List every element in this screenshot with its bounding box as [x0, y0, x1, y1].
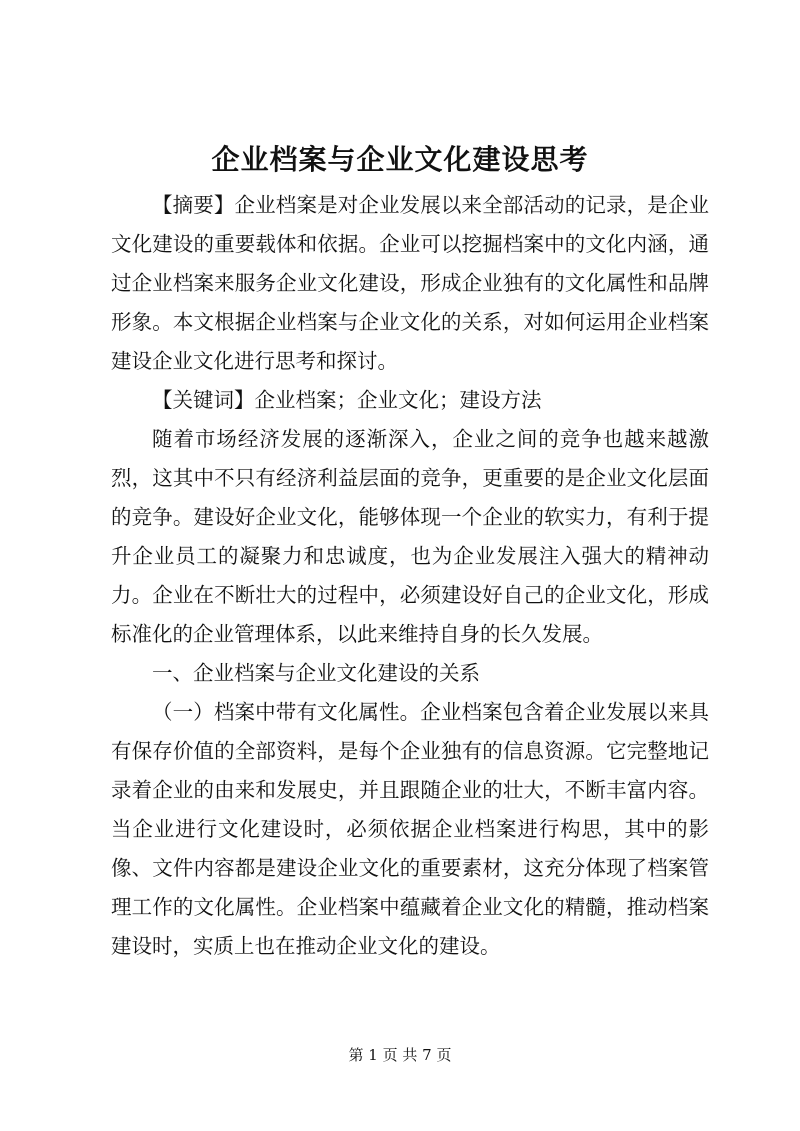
intro-paragraph: 随着市场经济发展的逐渐深入，企业之间的竞争也越来越激烈，这其中不只有经济利益层面的竞争，更重要的是企业文化层面的竞争。建设好企业文化，能够体现一个企业的软实力，有利于提升企业员工的凝聚力和忠诚度，也为企业发展注入强大的精神动力。企业在不断壮大的过程中，必须建设好自己的企业文化，形成标准化的企业管理体系，以此来维持自身的长久发展。	[111, 427, 709, 646]
keywords-paragraph: 【关键词】企业档案；企业文化；建设方法	[152, 388, 542, 412]
page-footer: 第 1 页 共 7 页	[348, 1046, 452, 1064]
document-body	[111, 186, 709, 966]
section-heading: 一、企业档案与企业文化建设的关系	[152, 661, 480, 685]
abstract-paragraph: 【摘要】企业档案是对企业发展以来全部活动的记录，是企业文化建设的重要载体和依据。企业可以挖掘档案中的文化内涵，通过企业档案来服务企业文化建设，形成企业独有的文化属性和品牌形象。本文根据企业档案与企业文化的关系，对如何运用企业档案建设企业文化进行思考和探讨。	[111, 193, 709, 373]
subsection-paragraph: （一）档案中带有文化属性。企业档案包含着企业发展以来具有保存价值的全部资料，是每个企业独有的信息资源。它完整地记录着企业的由来和发展史，并且跟随企业的壮大，不断丰富内容。当企业进行文化建设时，必须依据企业档案进行构思，其中的影像、文件内容都是建设企业文化的重要素材，这充分体现了档案管理工作的文化属性。企业档案中蕴藏着企业文化的精髓，推动档案建设时，实质上也在推动企业文化的建设。	[111, 700, 709, 958]
document-title: 企业档案与企业文化建设思考	[211, 143, 589, 176]
